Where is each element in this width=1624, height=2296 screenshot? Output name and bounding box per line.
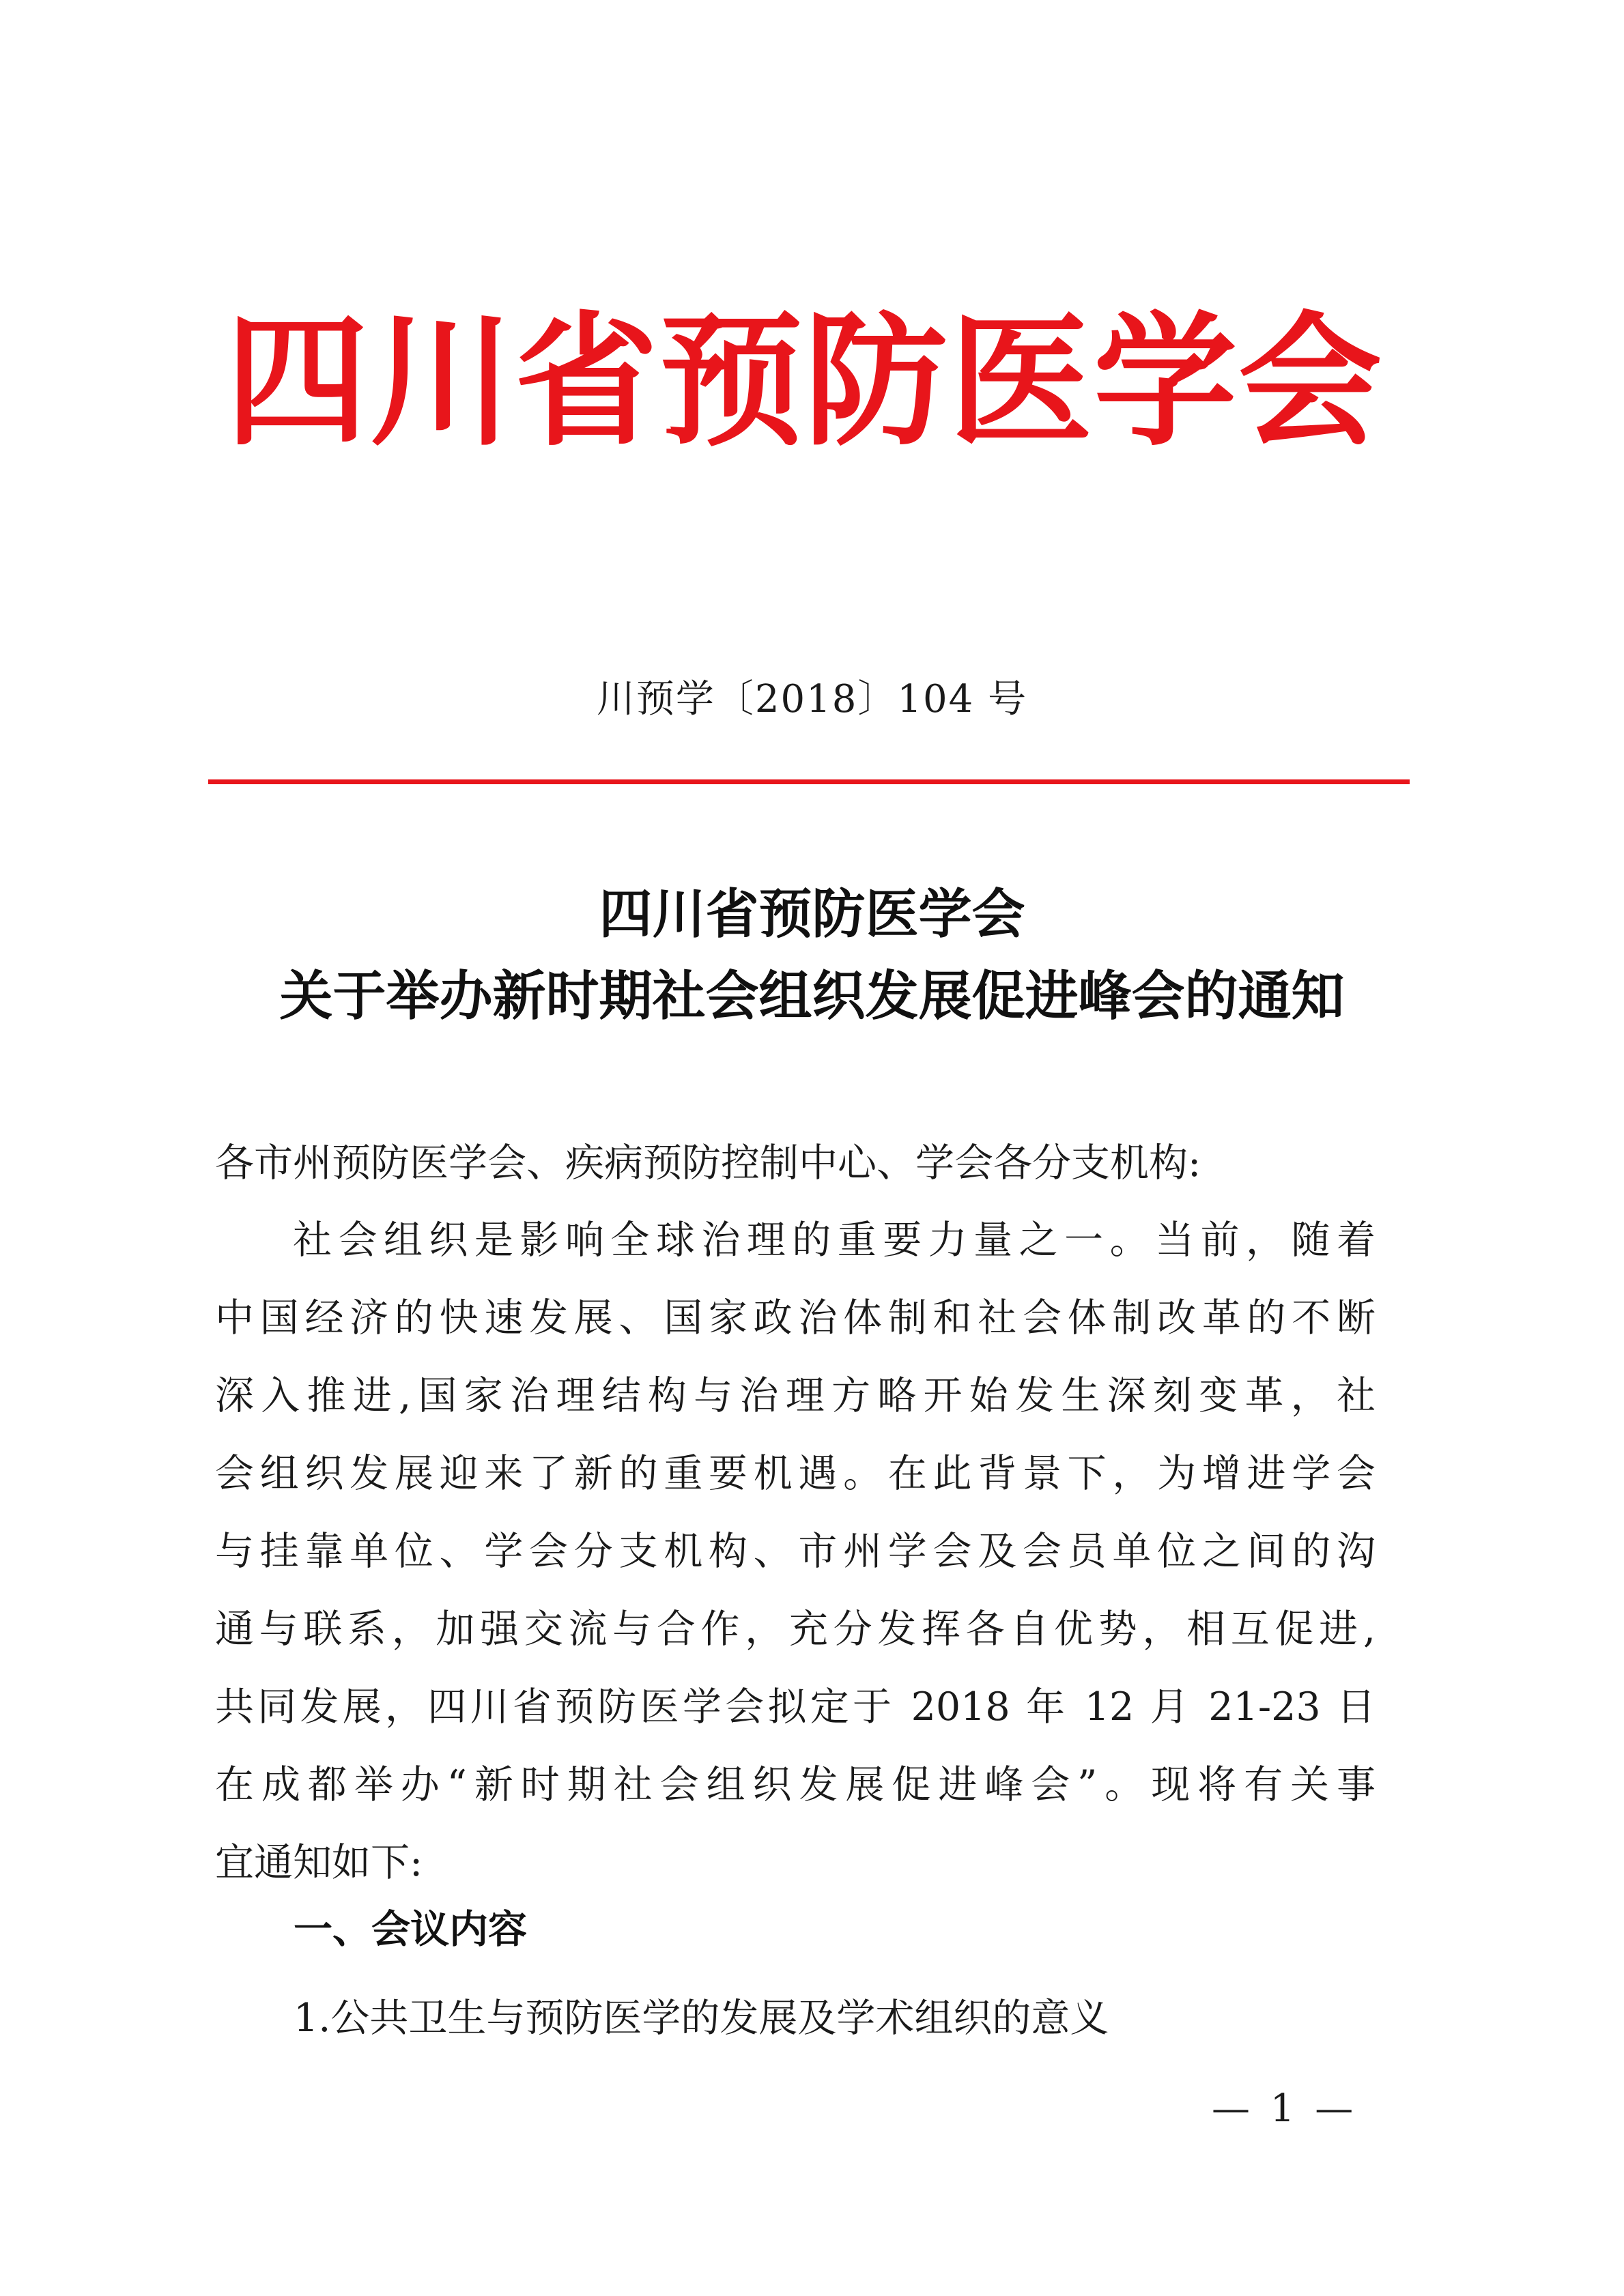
paragraph-line: 深入推进,国家治理结构与治理方略开始发生深刻变革，社 [215, 1373, 1376, 1418]
paragraph-line: 共同发展，四川省预防医学会拟定于 2018 年 12 月 21-23 日 [215, 1684, 1376, 1730]
paragraph-line: 通与联系，加强交流与合作，充分发挥各自优势，相互促进, [215, 1607, 1376, 1652]
notice-title-line-1: 四川省预防医学会 [599, 883, 1025, 945]
paragraph-line: 社会组织是影响全球治理的重要力量之一。当前，随着 [293, 1218, 1376, 1263]
salutation: 各市州预防医学会、疾病预防控制中心、学会各分支机构: [215, 1140, 1201, 1186]
org-letterhead: 四川省预防医学会 [225, 298, 1384, 465]
document-number: 川预学〔2018〕104 号 [596, 677, 1028, 721]
paragraph-line: 在成都举办“新时期社会组织发展促进峰会”。现将有关事 [215, 1762, 1376, 1807]
paragraph-line: 会组织发展迎来了新的重要机遇。在此背景下，为增进学会 [215, 1451, 1376, 1496]
paragraph-line: 中国经济的快速发展、国家政治体制和社会体制改革的不断 [215, 1295, 1376, 1340]
red-divider-line [208, 779, 1410, 784]
notice-title-line-2: 关于举办新时期社会组织发展促进峰会的通知 [279, 965, 1345, 1027]
paragraph-line: 与挂靠单位、学会分支机构、市州学会及会员单位之间的沟 [215, 1529, 1376, 1574]
body-paragraph [215, 1201, 1376, 1902]
paragraph-line: 宜通知如下: [215, 1840, 423, 1885]
section-heading-meeting-content: 一、会议内容 [294, 1907, 527, 1952]
list-item: 1.公共卫生与预防医学的发展及学术组织的意义 [294, 1996, 1109, 2041]
page-number: — 1 — [1212, 2086, 1358, 2131]
